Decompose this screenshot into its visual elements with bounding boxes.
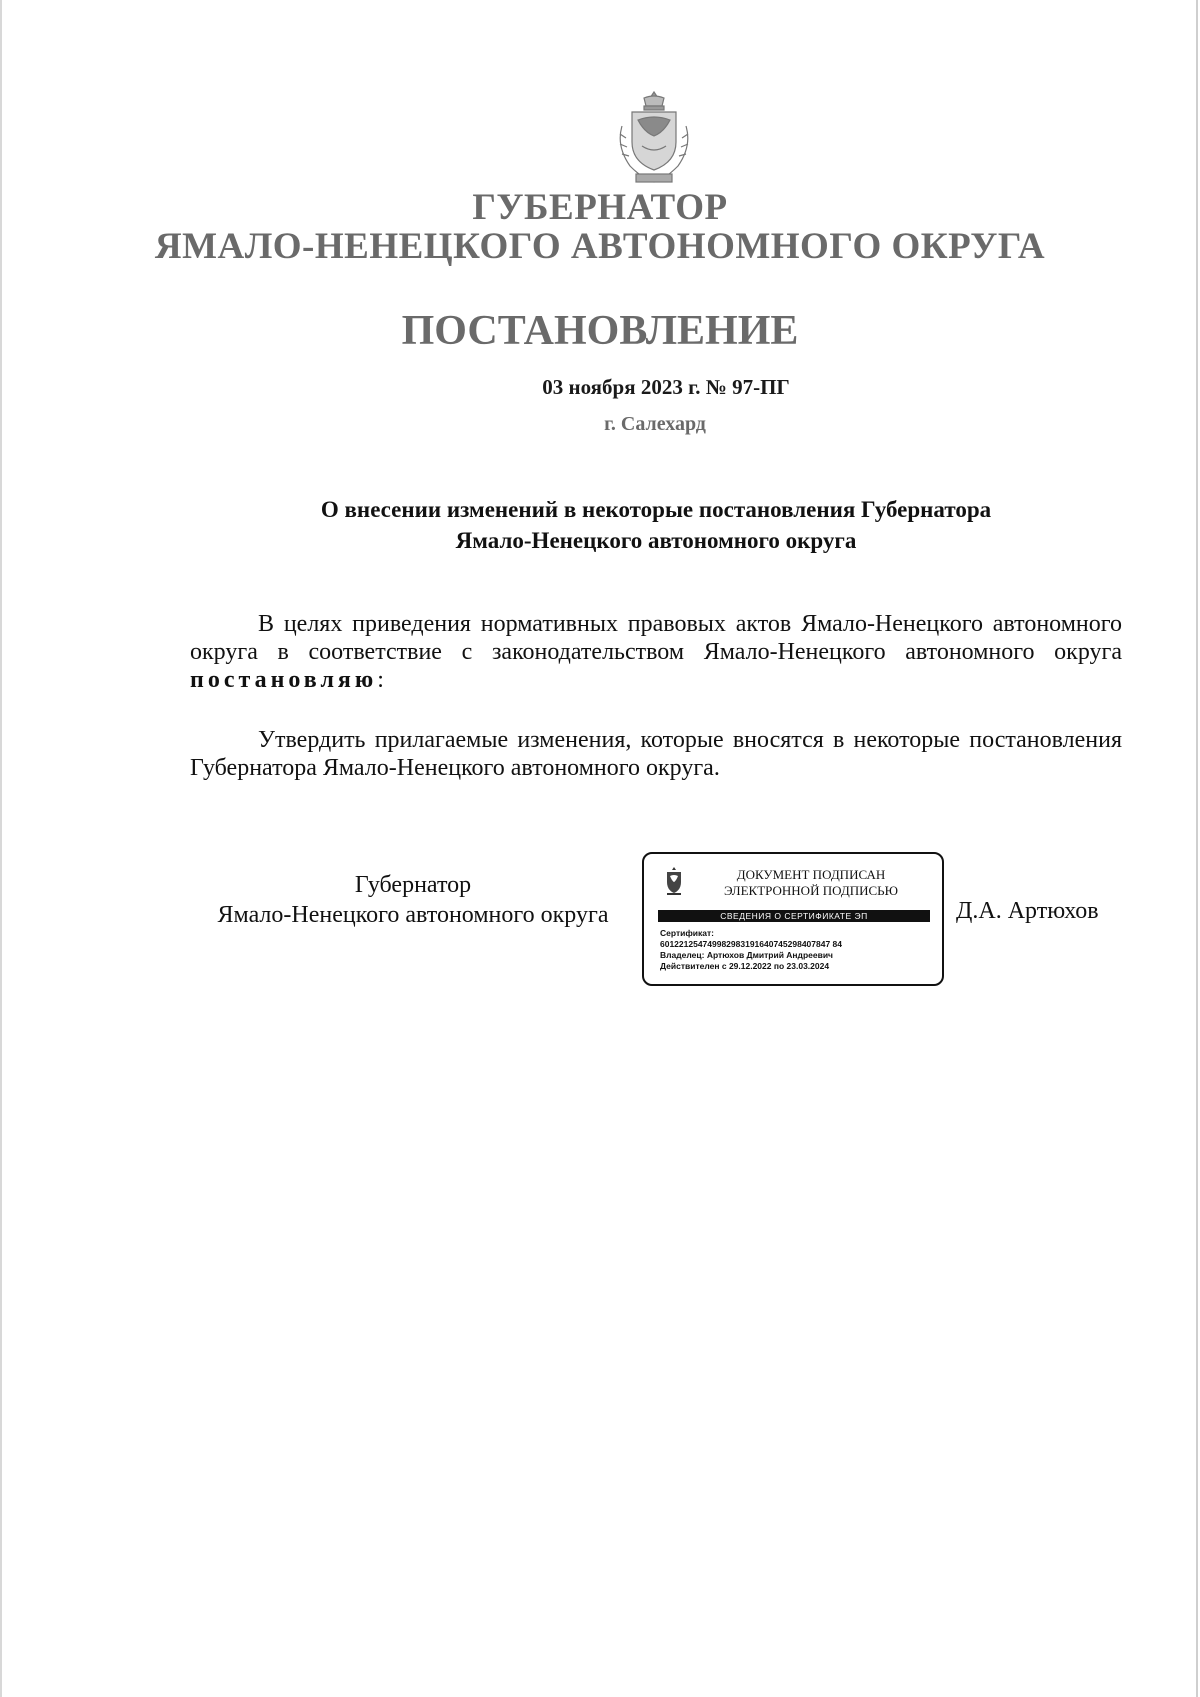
subject-line2: Ямало-Ненецкого автономного округа [455, 528, 857, 553]
stamp-emblem-icon [662, 866, 686, 896]
org-title-line1: ГУБЕРНАТОР [472, 187, 728, 228]
body-paragraph-1 [190, 610, 1122, 694]
stamp-validity: Действителен с 29.12.2022 по 23.03.2024 [660, 961, 830, 971]
stamp-title-line2: ЭЛЕКТРОННОЙ ПОДПИСЬЮ [724, 883, 898, 898]
signatory-position-line2: Ямало-Ненецкого автономного округа [217, 902, 609, 928]
stamp-certificate-bar: СВЕДЕНИЯ О СЕРТИФИКАТЕ ЭП [658, 910, 930, 922]
org-title-line2: ЯМАЛО-НЕНЕЦКОГО АВТОНОМНОГО ОКРУГА [154, 226, 1046, 267]
stamp-title [696, 867, 926, 899]
electronic-signature-stamp [642, 852, 944, 986]
paragraph-1-end: : [377, 667, 384, 693]
stamp-cert-label: Сертификат: [660, 928, 714, 938]
document-date-number: 03 ноября 2023 г. № 97-ПГ [542, 375, 790, 399]
body-paragraph-2: Утвердить прилагаемые изменения, которые вносятся в некоторые постановления Губернатора Ямало-Ненецкого автономного округа. [190, 727, 1122, 781]
stamp-certificate-info [660, 928, 936, 972]
signatory-position-line1: Губернатор [354, 872, 472, 898]
signatory-position [190, 870, 636, 930]
paragraph-1-text: В целях приведения нормативных правовых актов Ямало-Ненецкого автономного округа в соответствие с законодательством Ямало-Ненецкого автономного округа [190, 611, 1122, 665]
coat-of-arms-icon [614, 90, 694, 186]
paragraph-1-emphasis: постановляю [190, 667, 378, 693]
document-type: ПОСТАНОВЛЕНИЕ [401, 308, 799, 354]
stamp-title-line1: ДОКУМЕНТ ПОДПИСАН [736, 867, 886, 882]
stamp-owner: Владелец: Артюхов Дмитрий Андреевич [660, 950, 833, 960]
signatory-name: Д.А. Артюхов [956, 898, 1099, 924]
stamp-cert-number: 601221254749982983191640745298407847 84 [660, 939, 842, 949]
document-city: г. Салехард [604, 413, 706, 435]
document-subject [240, 494, 1072, 556]
subject-line1: О внесении изменений в некоторые постановления Губернатора [320, 497, 992, 522]
